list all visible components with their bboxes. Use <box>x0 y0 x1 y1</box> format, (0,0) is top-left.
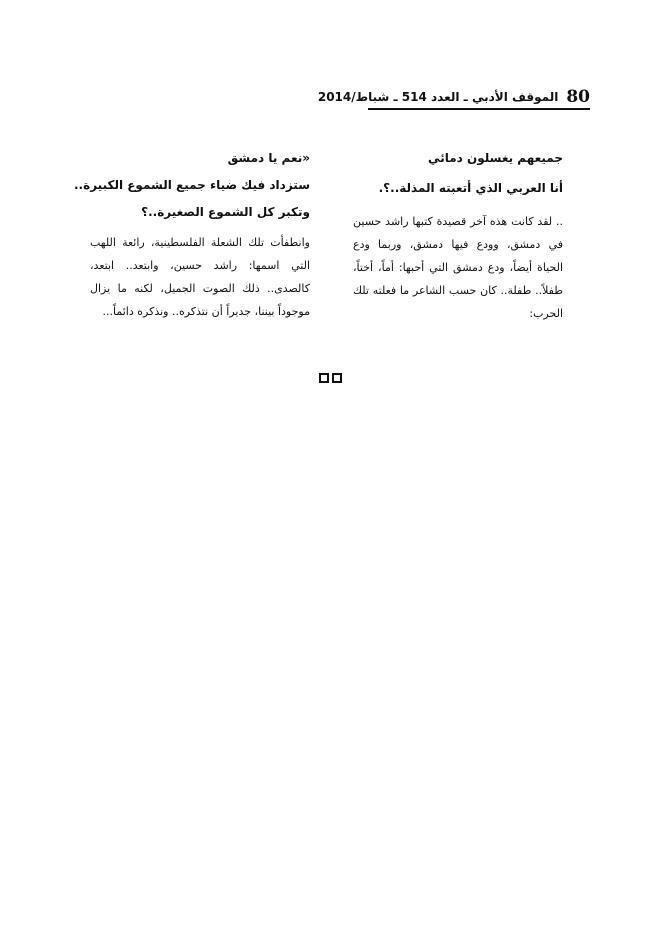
page-number: 80 <box>566 87 590 107</box>
body-paragraph: وانطفأت تلك الشعلة الفلسطينية، رائعة اللهب التي اسمها: راشد حسين، وابتعد.. ابتعد، كالصدى.. ذلك الصوت الجميل، لكنه ما يزال موجوداً بيننا، جديراً أن نتذكره.. ونذكره دائماً... <box>90 236 310 318</box>
square-icon <box>332 373 342 383</box>
verse-line: وتكبر كل الشموع الصغيرة..؟ <box>141 205 310 219</box>
running-head: الموقف الأدبي ـ العدد 514 ـ شباط/2014 <box>317 90 559 104</box>
verse-line: أنا العربي الذي أتعبته المذلة..؟. <box>378 181 563 195</box>
square-icon <box>319 373 329 383</box>
verse-line: «نعم يا دمشق <box>227 151 310 165</box>
right-column <box>353 150 563 325</box>
page-header <box>317 86 590 108</box>
header-rule <box>368 108 590 110</box>
left-column <box>74 150 310 323</box>
verse-line: ستزداد فيك ضياء جميع الشموع الكبيرة.. <box>74 178 310 192</box>
end-of-article-mark <box>319 373 342 383</box>
verse-line: جميعهم يغسلون دمائي <box>428 151 563 165</box>
body-paragraph: .. لقد كانت هذه آخر قصيدة كتبها راشد حسين في دمشق، وودع فيها دمشق، وربما ودع الحياة أيضاً، ودع دمشق التي أحبها: أماً، أختاً، طفلاً.. طفلة.. كان حسب الشاعر ما فعلته تلك الحرب: <box>353 215 563 320</box>
